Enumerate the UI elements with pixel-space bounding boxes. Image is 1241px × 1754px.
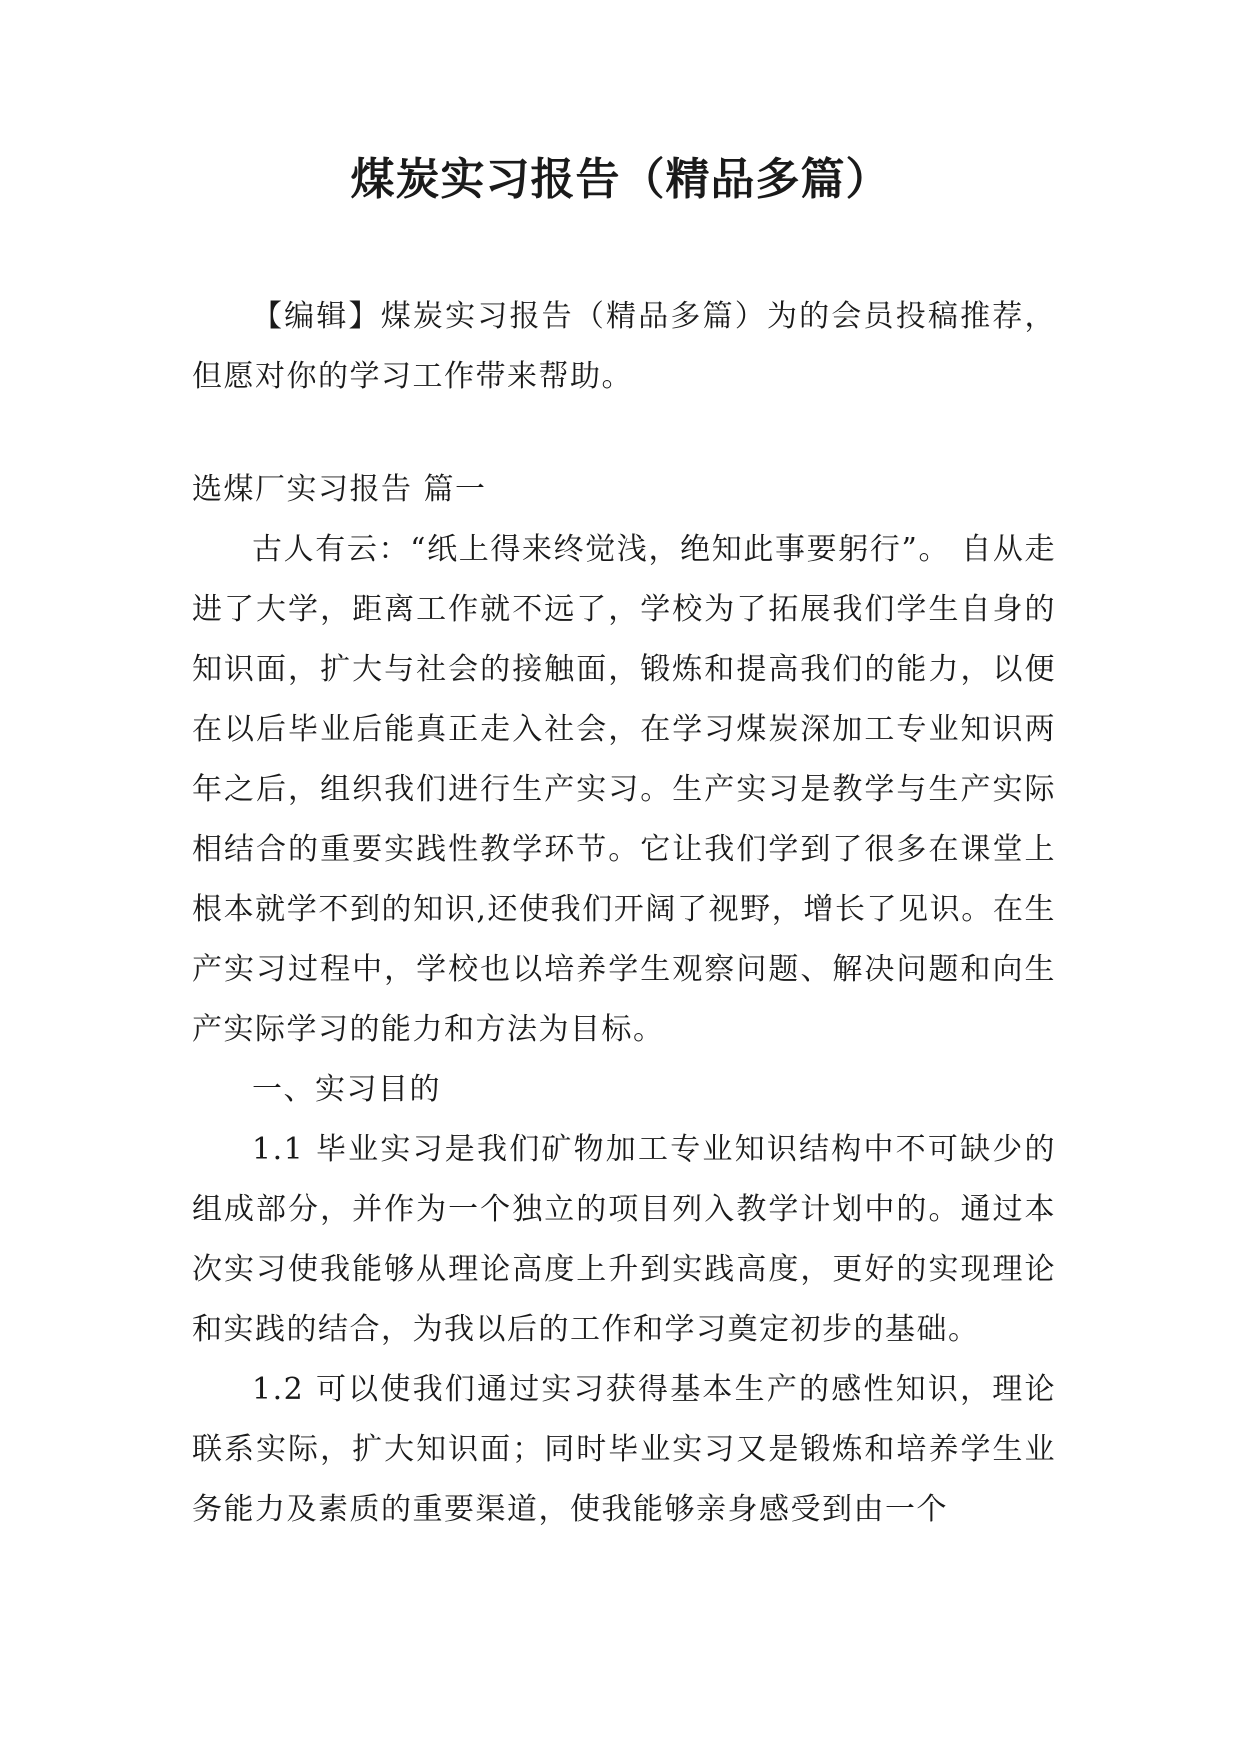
subsection-heading: 一、实习目的 — [252, 1072, 441, 1107]
body-paragraph-2: 1.1 毕业实习是我们矿物加工专业知识结构中不可缺少的组成部分，并作为一个独立的项目列入教学计划中的。通过本次实习使我能够从理论高度上升到实践高度，更好的实现理论和实践的结合，为我以后的工作和学习奠定初步的基础。 — [192, 1132, 1056, 1347]
document-title: 煤炭实习报告（精品多篇） — [350, 154, 891, 205]
body-paragraph-3: 1.2 可以使我们通过实习获得基本生产的感性知识，理论联系实际，扩大知识面；同时毕业实习又是锻炼和培养学生业务能力及素质的重要渠道，使我能够亲身感受到由一个 — [192, 1372, 1056, 1527]
intro-paragraph: 【编辑】煤炭实习报告（精品多篇）为的会员投稿推荐，但愿对你的学习工作带来帮助。 — [192, 299, 1056, 394]
section-heading: 选煤厂实习报告 篇一 — [192, 472, 487, 507]
section-block — [192, 460, 1056, 1540]
body-paragraph-1: 古人有云：“纸上得来终觉浅，绝知此事要躬行”。 自从走进了大学，距离工作就不远了，学校为了拓展我们学生自身的知识面，扩大与社会的接触面，锻炼和提高我们的能力，以便在以后毕业后能真正走入社会，在学习煤炭深加工专业知识两年之后，组织我们进行生产实习。生产实习是教学与生产实际相结合的重要实践性教学环节。它让我们学到了很多在课堂上根本就学不到的知识,还使我们开阔了视野，增长了见识。在生产实习过程中，学校也以培养学生观察问题、解决问题和向生产实际学习的能力和方法为目标。 — [192, 532, 1056, 1047]
intro-block — [192, 287, 1056, 407]
